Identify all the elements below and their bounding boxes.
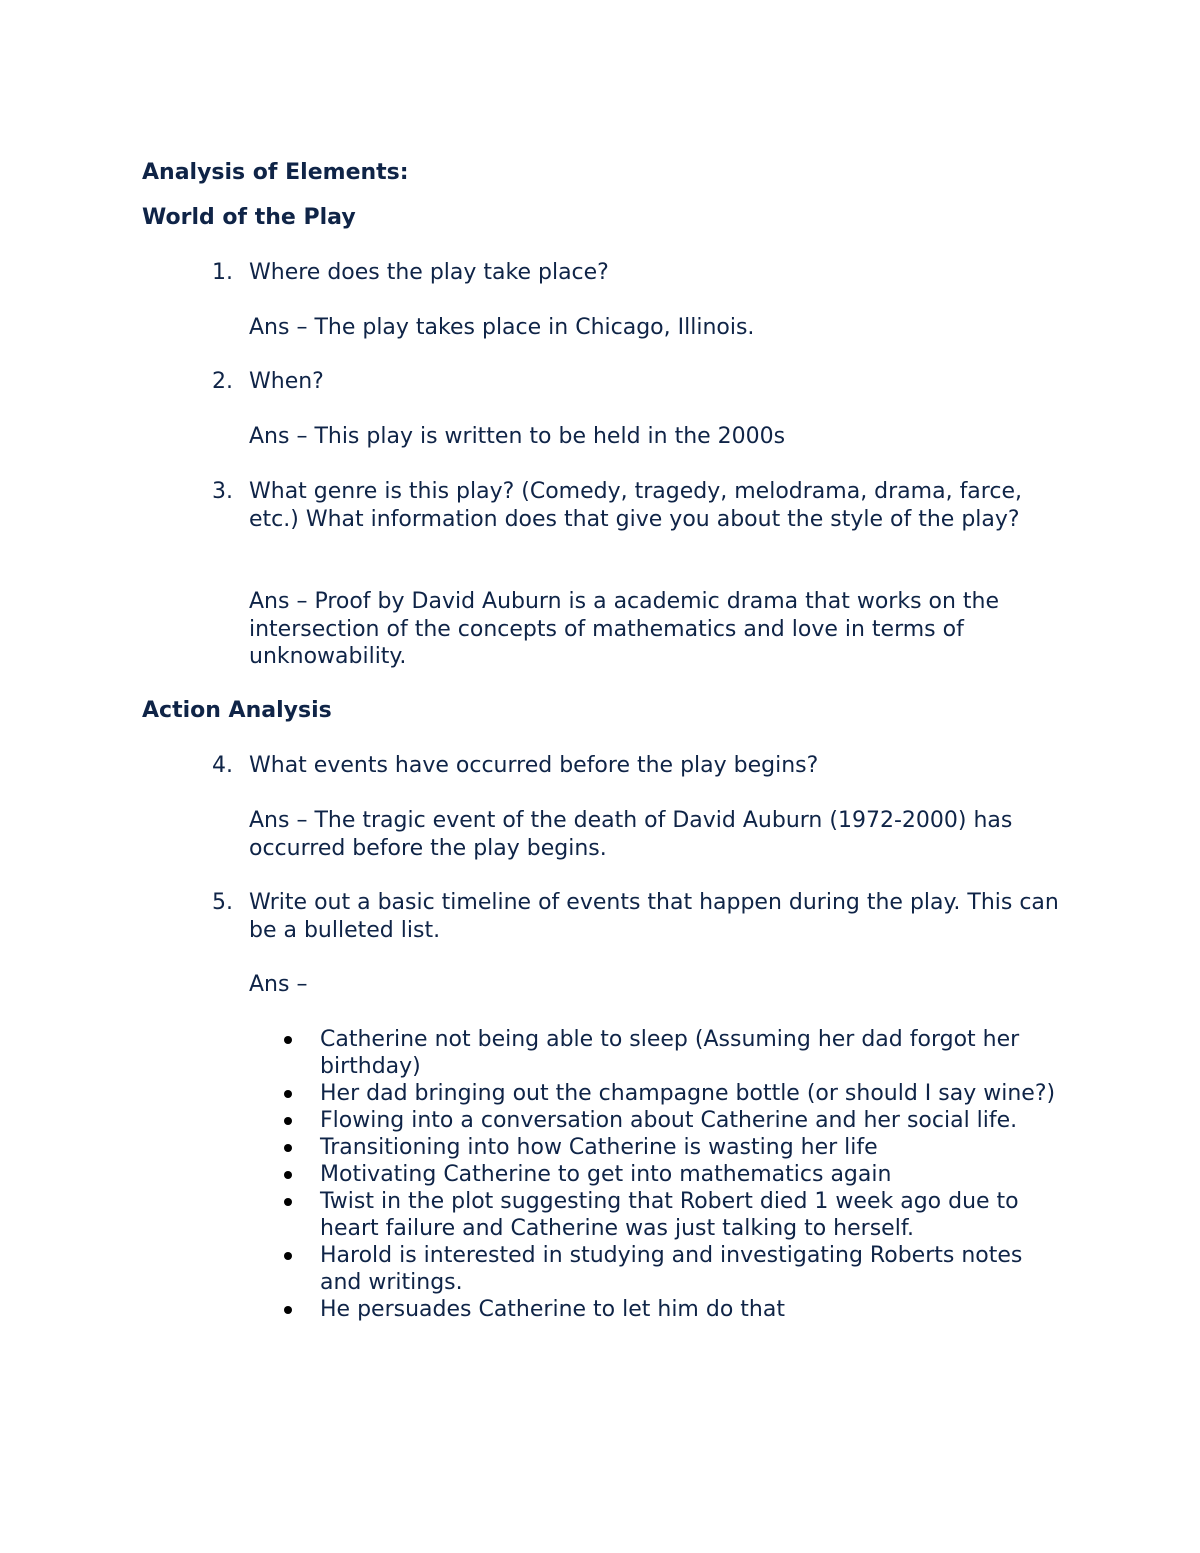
answer-3: Ans – Proof by David Auburn is a academic drama that works on the intersection of the concepts of mathematics and love in terms of unknowability. [249,589,1000,669]
document-title: Analysis of Elements: [142,160,409,185]
question-number: 2. [212,369,233,394]
question-number: 4. [212,753,233,778]
list-item-text: Transitioning into how Catherine is wasting her life [320,1135,878,1160]
list-item-text: Harold is interested in studying and investigating Roberts notes and writings. [320,1243,1023,1295]
question-number: 1. [212,260,233,285]
answer-1: Ans – The play takes place in Chicago, Illinois. [249,315,755,340]
question-text: What events have occurred before the play begins? [249,753,819,778]
question-text: When? [249,369,324,394]
list-item-text: He persuades Catherine to let him do that [320,1297,785,1322]
list-item [280,1242,1070,1296]
list-item-text: Twist in the plot suggesting that Robert died 1 week ago due to heart failure and Catherine was just talking to herself. [320,1189,1019,1241]
list-item [280,1161,1070,1188]
list-item [280,1107,1070,1134]
bullet-icon [284,1090,292,1098]
question-2 [212,368,1072,396]
bullet-icon [284,1306,292,1314]
answer-5: Ans – [249,972,308,997]
question-text: Where does the play take place? [249,260,609,285]
question-1 [212,259,1072,287]
answer-4: Ans – The tragic event of the death of David Auburn (1972-2000) has occurred before the play begins. [249,808,1013,861]
section-heading-action-analysis: Action Analysis [142,698,332,723]
bullet-icon [284,1144,292,1152]
question-4 [212,752,1072,780]
bullet-icon [284,1171,292,1179]
question-text: Write out a basic timeline of events that happen during the play. This can be a bulleted list. [249,890,1059,943]
list-item [280,1188,1070,1242]
question-3 [212,478,1072,533]
bullet-icon [284,1198,292,1206]
question-5 [212,889,1072,944]
section-heading-world-of-the-play: World of the Play [142,205,356,230]
question-number: 5. [212,890,233,915]
bullet-icon [284,1036,292,1044]
list-item [280,1026,1070,1080]
question-text: What genre is this play? (Comedy, tragedy, melodrama, drama, farce, etc.) What information does that give you about the style of the play? [249,479,1022,532]
timeline-list [280,1026,1070,1323]
bullet-icon [284,1117,292,1125]
question-number: 3. [212,479,233,504]
list-item [280,1296,1070,1323]
bullet-icon [284,1252,292,1260]
list-item [280,1080,1070,1107]
list-item-text: Catherine not being able to sleep (Assuming her dad forgot her birthday) [320,1027,1020,1079]
answer-2: Ans – This play is written to be held in the 2000s [249,424,786,449]
list-item [280,1134,1070,1161]
list-item-text: Motivating Catherine to get into mathematics again [320,1162,892,1187]
list-item-text: Flowing into a conversation about Catherine and her social life. [320,1108,1018,1133]
list-item-text: Her dad bringing out the champagne bottle (or should I say wine?) [320,1081,1056,1106]
